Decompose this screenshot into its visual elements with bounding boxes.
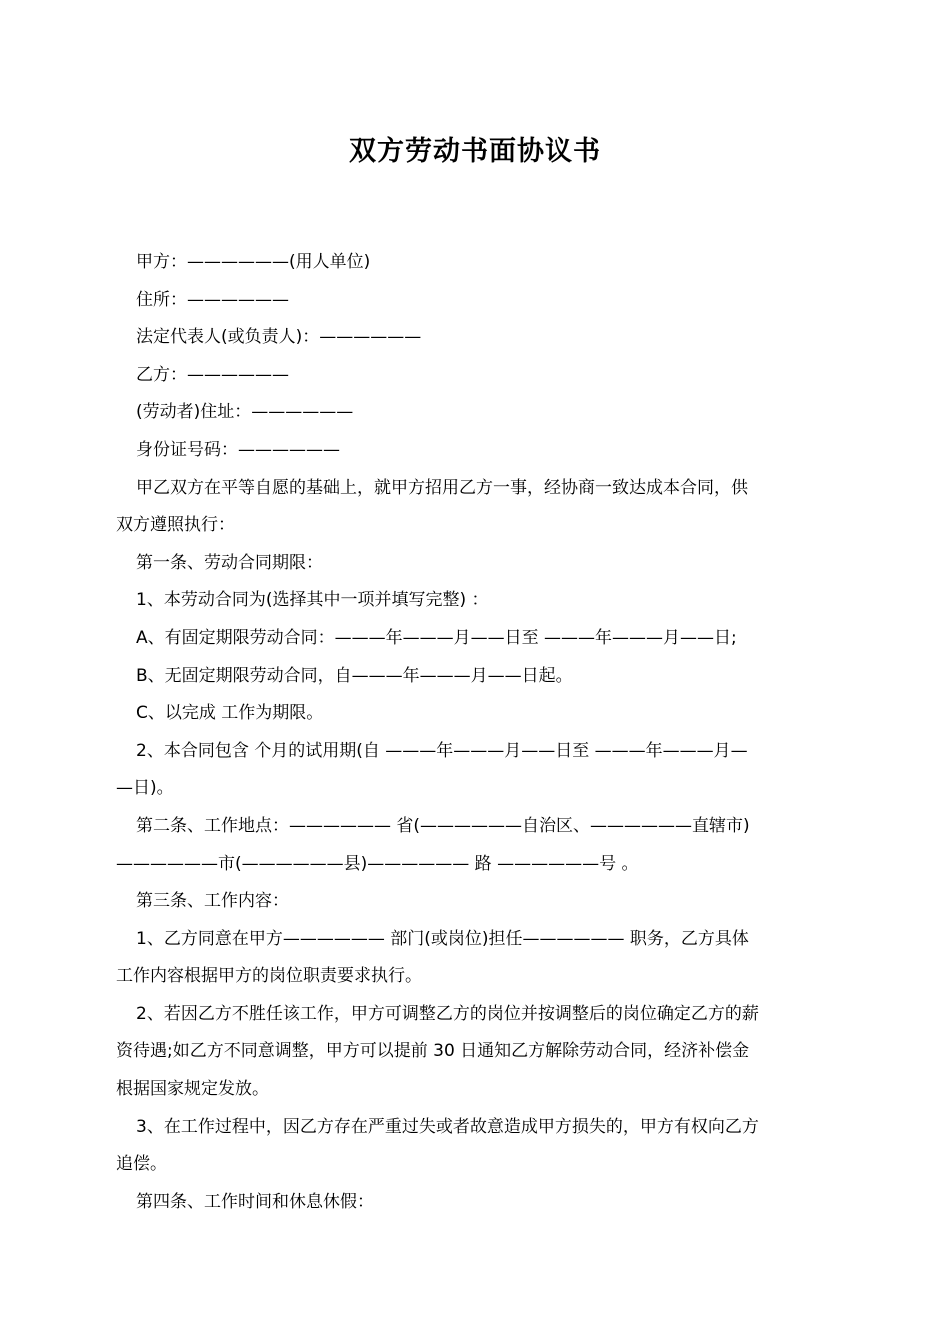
document-title: 双方劳动书面协议书 <box>349 136 601 167</box>
id-number-line: 身份证号码：—————— <box>136 439 340 460</box>
article-1-item-2-line-2: —日)。 <box>116 778 174 799</box>
article-3-item-2-line-1: 2、若因乙方不胜任该工作，甲方可调整乙方的岗位并按调整后的岗位确定乙方的薪 <box>136 1003 759 1024</box>
article-1-option-a: A、有固定期限劳动合同：———年———月——日至 ———年———月——日; <box>136 627 737 648</box>
article-1-item-2-line-1: 2、本合同包含 个月的试用期(自 ———年———月——日至 ———年———月— <box>136 740 748 761</box>
article-2-line-1: 第二条、工作地点：—————— 省(——————自治区、——————直辖市) <box>136 815 750 836</box>
address-line: 住所：—————— <box>136 289 289 310</box>
document-body <box>116 244 836 1221</box>
legal-rep-line: 法定代表人(或负责人)：—————— <box>136 327 422 348</box>
party-b-line: 乙方：—————— <box>136 364 289 385</box>
preamble-line-2: 双方遵照执行： <box>116 515 235 536</box>
article-2-line-2: ——————市(——————县)—————— 路 ——————号 。 <box>116 853 639 874</box>
article-3-item-1-line-1: 1、乙方同意在甲方—————— 部门(或岗位)担任—————— 职务，乙方具体 <box>136 928 749 949</box>
article-1-title: 第一条、劳动合同期限： <box>136 552 323 573</box>
article-3-item-2-line-3: 根据国家规定发放。 <box>116 1079 269 1100</box>
article-1-option-b: B、无固定期限劳动合同，自———年———月——日起。 <box>136 665 573 686</box>
article-1-option-c: C、以完成 工作为期限。 <box>136 703 324 724</box>
preamble-line-1: 甲乙双方在平等自愿的基础上，就甲方招用乙方一事，经协商一致达成本合同，供 <box>136 477 748 498</box>
article-3-item-2-line-2: 资待遇;如乙方不同意调整，甲方可以提前 30 日通知乙方解除劳动合同，经济补偿金 <box>116 1041 750 1062</box>
article-4-title: 第四条、工作时间和休息休假： <box>136 1191 374 1212</box>
article-3-title: 第三条、工作内容： <box>136 891 289 912</box>
article-3-item-1-line-2: 工作内容根据甲方的岗位职责要求执行。 <box>116 966 422 987</box>
article-3-item-3-line-1: 3、在工作过程中，因乙方存在严重过失或者故意造成甲方损失的，甲方有权向乙方 <box>136 1116 759 1137</box>
worker-address-line: (劳动者)住址：—————— <box>136 402 354 423</box>
article-1-item-1: 1、本劳动合同为(选择其中一项并填写完整) ： <box>136 590 489 611</box>
party-a-line: 甲方：——————(用人单位) <box>136 252 371 272</box>
article-3-item-3-line-2: 追偿。 <box>116 1154 167 1175</box>
